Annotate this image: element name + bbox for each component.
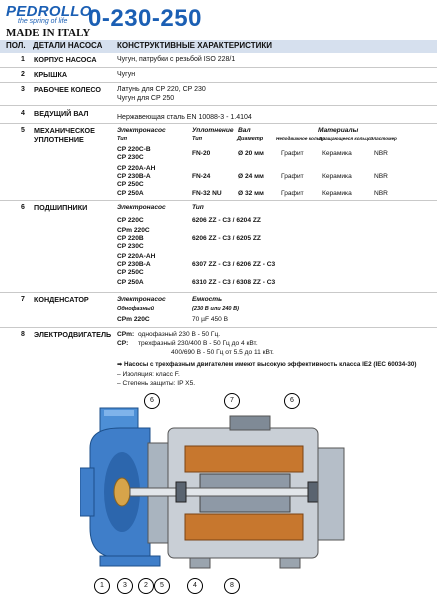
bearing-pump: CP 230C bbox=[117, 243, 144, 250]
bearing-pump: CPm 220C bbox=[117, 227, 150, 234]
row-number: 2 bbox=[21, 71, 25, 78]
motor-cpm-label: CPm: bbox=[117, 331, 135, 338]
bearing-type: 6310 ZZ - C3 / 6308 ZZ - C3 bbox=[192, 279, 276, 286]
divider bbox=[0, 292, 437, 293]
bearing-type: 6206 ZZ - C3 / 6204 ZZ bbox=[192, 217, 261, 224]
row-name: ПОДШИПНИКИ bbox=[34, 203, 88, 212]
col-part: ДЕТАЛИ НАСОСА bbox=[33, 41, 103, 50]
divider bbox=[0, 105, 437, 106]
bearings-section bbox=[0, 203, 437, 291]
row-name: УПЛОТНЕНИЕ bbox=[34, 135, 84, 144]
row-value: Чугун для CP 250 bbox=[117, 95, 175, 102]
row-name: ЭЛЕКТРОДВИГАТЕЛЬ bbox=[34, 330, 112, 339]
seal-sub-diam: Диаметр bbox=[237, 136, 264, 142]
seal-fixed: Графит bbox=[281, 190, 304, 197]
cap-col-pump: Электронасос bbox=[117, 296, 166, 303]
row-number: 1 bbox=[21, 56, 25, 63]
callout-6: 6 bbox=[144, 393, 160, 409]
bearings-col-type: Тип bbox=[192, 204, 204, 211]
header bbox=[0, 0, 437, 45]
seal-fixed: Графит bbox=[281, 173, 304, 180]
brand-tagline: the spring of life bbox=[18, 18, 68, 25]
seal-rot: Керамика bbox=[322, 190, 352, 197]
motor-cp-text2: 400/690 В - 50 Гц от 5.5 до 11 кВт. bbox=[171, 349, 274, 356]
cap-sub-volt: (230 В или 240 В) bbox=[192, 306, 240, 312]
seal-sub-type: Тип bbox=[117, 136, 128, 142]
seal-shaft: Ø 24 мм bbox=[238, 173, 264, 180]
divider bbox=[0, 82, 437, 83]
motor-cpm-text: однофазный 230 В - 50 Гц. bbox=[138, 331, 221, 338]
bearing-pump: CP 220C bbox=[117, 217, 144, 224]
brand-logo: PEDROLLO bbox=[6, 3, 92, 20]
row-value: Латунь для CP 220, CP 230 bbox=[117, 86, 206, 93]
seal-type: FN-24 bbox=[192, 173, 211, 180]
row-name: ВЕДУЩИЙ ВАЛ bbox=[34, 109, 89, 118]
bearings-col-pump: Электронасос bbox=[117, 204, 166, 211]
row-value: Нержавеющая сталь EN 10088-3 - 1.4104 bbox=[117, 114, 252, 121]
divider bbox=[0, 200, 437, 201]
made-in-label: MADE IN ITALY bbox=[6, 27, 91, 39]
bearing-pump: CP 250C bbox=[117, 269, 144, 276]
seal-rot: Керамика bbox=[322, 173, 352, 180]
row-number: 7 bbox=[21, 296, 25, 303]
table-header bbox=[0, 40, 437, 53]
bearing-pump: CP 220B bbox=[117, 235, 144, 242]
divider bbox=[0, 327, 437, 328]
row-name: КОРПУС НАСОСА bbox=[34, 55, 97, 64]
row-name: КОНДЕНСАТОР bbox=[34, 295, 89, 304]
seal-shaft: Ø 20 мм bbox=[238, 150, 264, 157]
row-number: 5 bbox=[21, 127, 25, 134]
seal-pump: CP 220C-B bbox=[117, 146, 151, 153]
seal-type: FN-32 NU bbox=[192, 190, 222, 197]
seal-rot: Керамика bbox=[322, 150, 352, 157]
motor-bullet: – Степень защиты: IP X5. bbox=[117, 380, 196, 387]
seal-pump: CP 230B-A bbox=[117, 173, 151, 180]
seal-sub-rot: Вращающееся кольцо bbox=[319, 136, 371, 141]
seal-fixed: Графит bbox=[281, 150, 304, 157]
seal-type: FN-20 bbox=[192, 150, 211, 157]
bearing-pump: CP 230B-A bbox=[117, 261, 151, 268]
cap-col-capacity: Емкость bbox=[192, 296, 223, 303]
col-pos: ПОЛ. bbox=[6, 41, 26, 50]
row-name: МЕХАНИЧЕСКОЕ bbox=[34, 126, 95, 135]
seal-section bbox=[0, 126, 437, 198]
seal-elast: NBR bbox=[374, 173, 388, 180]
callout-6b: 6 bbox=[284, 393, 300, 409]
divider bbox=[0, 67, 437, 68]
motor-section bbox=[0, 330, 437, 388]
seal-elast: NBR bbox=[374, 190, 388, 197]
callout-7: 7 bbox=[224, 393, 240, 409]
callout-2: 2 bbox=[138, 578, 154, 594]
col-features: КОНСТРУКТИВНЫЕ ХАРАКТЕРИСТИКИ bbox=[117, 41, 272, 50]
bearing-type: 6307 ZZ - C3 / 6206 ZZ - C3 bbox=[192, 261, 276, 268]
row-value: Чугун bbox=[117, 71, 136, 78]
seal-pump: CP 250C bbox=[117, 181, 144, 188]
callout-5: 5 bbox=[154, 578, 170, 594]
callout-8: 8 bbox=[224, 578, 240, 594]
seal-sub-type2: Тип bbox=[192, 136, 203, 142]
cap-sub-phase: Однофазный bbox=[117, 306, 155, 312]
row-name: КРЫШКА bbox=[34, 70, 68, 79]
capacitor-section bbox=[0, 295, 437, 325]
row-number: 4 bbox=[21, 110, 25, 117]
cap-pump: CPm 220C bbox=[117, 316, 150, 323]
seal-pump: CP 250A bbox=[117, 190, 144, 197]
row-value: Чугун, патрубки с резьбой ISO 228/1 bbox=[117, 56, 236, 63]
seal-shaft: Ø 32 мм bbox=[238, 190, 264, 197]
callout-4: 4 bbox=[187, 578, 203, 594]
seal-col-pump: Электронасос bbox=[117, 127, 166, 134]
pump-cutaway-diagram bbox=[80, 388, 350, 598]
bearing-type: 6206 ZZ - C3 / 6205 ZZ bbox=[192, 235, 261, 242]
motor-bullet: – Изоляция: класс F. bbox=[117, 371, 180, 378]
row-number: 8 bbox=[21, 331, 25, 338]
seal-col-materials: Материалы bbox=[318, 127, 359, 134]
seal-pump: CP 220A-AH bbox=[117, 165, 156, 172]
row-number: 3 bbox=[21, 86, 25, 93]
seal-sub-elast: Эластомер bbox=[370, 136, 397, 141]
row-name: РАБОЧЕЕ КОЛЕСО bbox=[34, 85, 101, 94]
divider bbox=[0, 123, 437, 124]
seal-elast: NBR bbox=[374, 150, 388, 157]
motor-cp-text1: трехфазный 230/400 В - 50 Гц до 4 кВт. bbox=[138, 340, 258, 347]
callout-1: 1 bbox=[94, 578, 110, 594]
cap-value: 70 µF 450 В bbox=[192, 316, 229, 323]
callout-3: 3 bbox=[117, 578, 133, 594]
seal-pump: CP 230C bbox=[117, 154, 144, 161]
motor-cp-label: CP: bbox=[117, 340, 129, 347]
seal-col-seal: Уплотнение bbox=[192, 127, 234, 134]
bearing-pump: CP 220A-AH bbox=[117, 253, 156, 260]
model-title: 0-230-250 bbox=[88, 5, 202, 32]
seal-sub-fixed: Неподвижное кольцо bbox=[276, 136, 326, 141]
row-number: 6 bbox=[21, 204, 25, 211]
motor-efficiency-note: ➡ Насосы с трехфазным двигателем имеют высокую эффективность класса IE2 (IEC 60034-30) bbox=[117, 361, 417, 368]
seal-col-shaft: Вал bbox=[238, 127, 251, 134]
bearing-pump: CP 250A bbox=[117, 279, 144, 286]
